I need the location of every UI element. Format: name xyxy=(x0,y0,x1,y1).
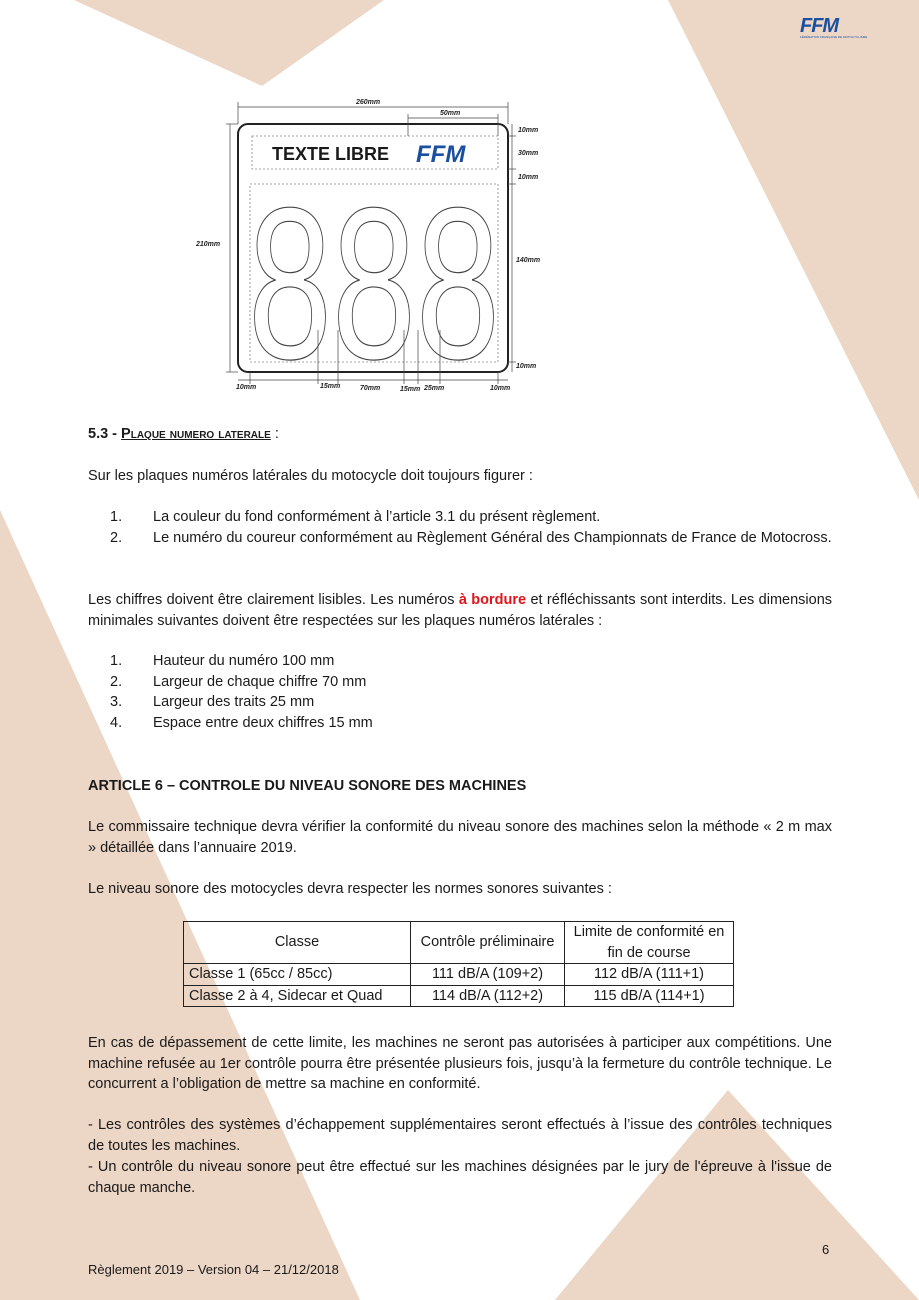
dim-width-total: 260mm xyxy=(356,99,381,106)
list-item: 1. La couleur du fond conformément à l’article 3.1 du présent règlement. xyxy=(110,509,601,525)
table-header-cell: Classe xyxy=(184,922,411,964)
dim-left-margin: 10mm xyxy=(236,384,257,391)
table-row xyxy=(184,964,734,986)
plate-diagram xyxy=(190,90,550,400)
table-header-cell: Limite de conformité en fin de course xyxy=(565,922,734,964)
table-row xyxy=(184,985,734,1007)
ffm-logo xyxy=(800,17,868,39)
list-item: 2. Le numéro du coureur conformément au Règlement Général des Championnats de France de Motocross. xyxy=(110,529,832,546)
section-intro: Sur les plaques numéros latérales du motocycle doit toujours figurer : xyxy=(88,468,533,484)
page-number: 6 xyxy=(822,1242,830,1257)
dim-text-band: 30mm xyxy=(518,150,539,157)
dim-spacing-2: 15mm xyxy=(400,386,421,393)
dim-digit-width: 70mm xyxy=(360,385,381,392)
dim-top-margin: 10mm xyxy=(518,127,539,134)
table-cell: 111 dB/A (109+2) xyxy=(411,964,565,986)
dim-spacing: 15mm xyxy=(320,383,341,390)
article-6-heading: ARTICLE 6 – CONTROLE DU NIVEAU SONORE DES MACHINES xyxy=(88,778,527,794)
list-item: 3. Largeur des traits 25 mm xyxy=(110,694,315,710)
table-cell: Classe 2 à 4, Sidecar et Quad xyxy=(184,985,411,1007)
digits-paragraph: Les chiffres doivent être clairement lisibles. Les numéros à bordure et réfléchissants sont interdits. Les dimensions minimales suivantes doivent être respectées sur les plaques numéros latérales : xyxy=(88,592,833,629)
dim-right-margin: 10mm xyxy=(490,385,511,392)
logo-tagline: FÉDÉRATION FRANÇAISE DE MOTOCYCLISME xyxy=(800,35,868,39)
section-number: 5.3 - xyxy=(88,426,122,442)
dim-logo-width: 50mm xyxy=(440,110,461,117)
noise-limits-table xyxy=(183,921,734,1007)
dimensions-list xyxy=(88,651,832,733)
table-cell: 114 dB/A (112+2) xyxy=(411,985,565,1007)
dim-stroke: 25mm xyxy=(424,385,445,392)
free-text-label: TEXTE LIBRE xyxy=(272,144,390,164)
dim-gap: 10mm xyxy=(518,174,539,181)
article-6-paragraph-3: En cas de dépassement de cette limite, les machines ne seront pas autorisées à participer aux compétitions. Une machine refusée au 1er contrôle pourra être présentée plusieurs fois, jusqu’à la fermeture du contrôle technique. Le concurrent a l’obligation de mettre sa machine en conformité. xyxy=(88,1035,832,1092)
table-header-row xyxy=(184,922,734,964)
diagram-logo-text: FFM xyxy=(416,141,466,168)
dim-bottom-margin: 10mm xyxy=(516,363,537,370)
section-colon: : xyxy=(270,426,279,442)
footer-text: Règlement 2019 – Version 04 – 21/12/2018 xyxy=(88,1262,339,1277)
emphasis-red: à bordure xyxy=(458,592,527,608)
article-6-paragraph-5: - Un contrôle du niveau sonore peut être effectué sur les machines désignées par le jury de l'épreuve à l'issue de chaque manche. xyxy=(88,1159,832,1196)
dim-digit-height: 140mm xyxy=(516,257,541,264)
dim-height-total: 210mm xyxy=(196,241,221,248)
list-item: 4. Espace entre deux chiffres 15 mm xyxy=(110,714,373,731)
article-6-paragraph-1: Le commissaire technique devra vérifier la conformité du niveau sonore des machines selon la méthode « 2 m max » détaillée dans l’annuaire 2019. xyxy=(88,819,832,856)
article-6-paragraph-4: - Les contrôles des systèmes d’échappement supplémentaires seront effectués à l’issue des contrôles techniques de toutes les machines. xyxy=(88,1117,832,1154)
table-header-cell: Contrôle préliminaire xyxy=(411,922,565,964)
section-heading-5-3 xyxy=(88,424,279,445)
table-cell: 115 dB/A (114+1) xyxy=(565,985,734,1007)
list-item: 2. Largeur de chaque chiffre 70 mm xyxy=(110,673,367,690)
table-cell: 112 dB/A (111+1) xyxy=(565,964,734,986)
logo-text: FFM xyxy=(800,15,839,37)
plate-requirements-list xyxy=(88,507,832,548)
table-cell: Classe 1 (65cc / 85cc) xyxy=(184,964,411,986)
list-item: 1. Hauteur du numéro 100 mm xyxy=(110,653,335,669)
section-title: Plaque numero laterale xyxy=(121,426,271,442)
plate-number-digits: 888 xyxy=(248,162,500,400)
article-6-paragraph-2: Le niveau sonore des motocycles devra respecter les normes sonores suivantes : xyxy=(88,881,612,897)
